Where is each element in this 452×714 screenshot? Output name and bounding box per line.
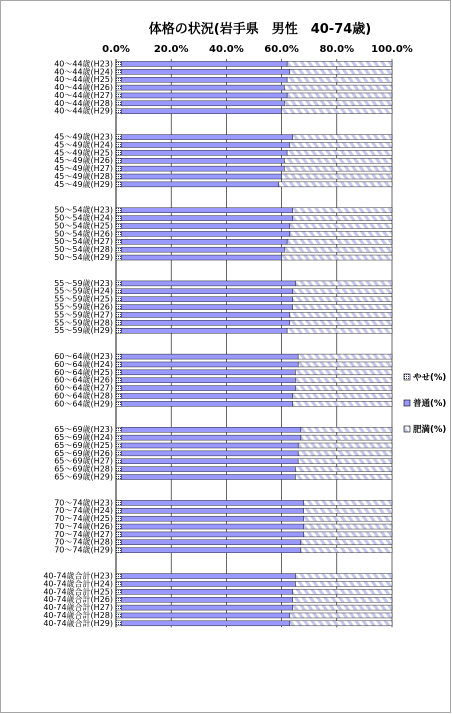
bar-segment-himan [298, 443, 392, 448]
bar-segment-futsu [122, 289, 293, 294]
bar-segment-yase [116, 621, 122, 626]
bar-segment-himan [293, 393, 392, 398]
bar-segment-yase [116, 320, 122, 325]
bar-segment-himan [282, 255, 392, 260]
bar-segment-yase [116, 135, 122, 140]
bar-segment-himan [287, 93, 392, 98]
bar-segment-yase [116, 378, 122, 383]
category-label: 70～74歳(H28) [54, 537, 113, 547]
category-label: 40-74歳合計(H29) [43, 618, 113, 628]
bar-segment-futsu [122, 524, 304, 529]
bar-segment-futsu [122, 621, 290, 626]
bar-segment-himan [298, 459, 392, 464]
bar-segment-yase [116, 247, 122, 252]
chart-bars [116, 61, 392, 625]
bar-segment-futsu [122, 516, 304, 521]
legend-label: やせ(%) [413, 373, 447, 383]
bar-segment-futsu [122, 61, 288, 66]
bar-segment-futsu [122, 427, 301, 432]
bar-segment-yase [116, 231, 122, 236]
bar-segment-himan [290, 69, 392, 74]
bar-segment-himan [293, 208, 392, 213]
bar-segment-himan [295, 378, 392, 383]
legend-label: 普通(%) [413, 399, 447, 409]
bar-segment-yase [116, 540, 122, 545]
x-tick-label: 20.0% [153, 44, 189, 55]
category-label: 40-74歳合計(H26) [43, 595, 113, 605]
bar-segment-futsu [122, 320, 290, 325]
category-label: 65～69歳(H26) [54, 448, 113, 458]
bar-segment-futsu [122, 208, 293, 213]
bar-segment-yase [116, 239, 122, 244]
bar-segment-himan [295, 386, 392, 391]
category-labels [43, 58, 113, 627]
bar-segment-yase [116, 166, 122, 171]
bar-segment-yase [116, 524, 122, 529]
bar-segment-yase [116, 467, 122, 472]
bar-segment-himan [287, 328, 392, 333]
bar-segment-futsu [122, 378, 296, 383]
bar-segment-futsu [122, 142, 290, 147]
bar-segment-futsu [122, 605, 293, 610]
bar-segment-himan [287, 61, 392, 66]
bar-segment-himan [282, 174, 392, 179]
bar-segment-yase [116, 532, 122, 537]
bar-segment-yase [116, 354, 122, 359]
bar-segment-futsu [122, 370, 296, 375]
bar-segment-yase [116, 305, 122, 310]
bar-segment-himan [293, 289, 392, 294]
bar-segment-himan [293, 135, 392, 140]
bar-segment-futsu [122, 532, 304, 537]
bar-segment-futsu [122, 393, 293, 398]
category-label: 45～49歳(H29) [54, 179, 113, 189]
bar-segment-himan [284, 85, 392, 90]
bar-segment-futsu [122, 247, 285, 252]
bar-segment-himan [293, 597, 392, 602]
bar-segment-futsu [122, 312, 290, 317]
category-label: 60～64歳(H27) [54, 383, 113, 393]
category-label: 50～54歳(H28) [54, 245, 113, 255]
bar-segment-yase [116, 216, 122, 221]
bar-segment-yase [116, 150, 122, 155]
bar-segment-yase [116, 435, 122, 440]
legend-swatch [404, 426, 410, 432]
bar-segment-futsu [122, 500, 304, 505]
category-label: 40～44歳(H26) [54, 83, 113, 93]
category-label: 55～59歳(H27) [54, 310, 113, 320]
category-label: 50～54歳(H24) [54, 213, 113, 223]
category-label: 40～44歳(H24) [54, 67, 113, 77]
bar-segment-himan [279, 182, 392, 187]
category-label: 45～49歳(H23) [54, 132, 113, 142]
bar-segment-yase [116, 85, 122, 90]
bar-segment-yase [116, 475, 122, 480]
bar-segment-himan [295, 581, 392, 586]
bar-segment-yase [116, 500, 122, 505]
category-label: 45～49歳(H27) [54, 164, 113, 174]
bar-segment-yase [116, 508, 122, 513]
bar-segment-himan [293, 305, 392, 310]
category-label: 50～54歳(H27) [54, 237, 113, 247]
bar-segment-futsu [122, 297, 293, 302]
category-label: 60～64歳(H28) [54, 391, 113, 401]
bar-segment-yase [116, 548, 122, 553]
category-label: 70～74歳(H24) [54, 506, 113, 516]
bar-segment-futsu [122, 158, 285, 163]
chart-title: 体格の状況(岩手県 男性 40-74歳) [148, 22, 372, 37]
bar-segment-futsu [122, 109, 282, 114]
bar-segment-yase [116, 182, 122, 187]
bar-segment-himan [290, 224, 392, 229]
category-label: 40-74歳合計(H28) [43, 610, 113, 620]
category-label: 65～69歳(H29) [54, 472, 113, 482]
bar-segment-yase [116, 605, 122, 610]
bar-segment-futsu [122, 239, 288, 244]
bar-segment-himan [287, 77, 392, 82]
bar-segment-himan [284, 101, 392, 106]
bar-segment-futsu [122, 166, 285, 171]
bar-segment-futsu [122, 443, 299, 448]
bar-segment-yase [116, 581, 122, 586]
bar-segment-himan [295, 574, 392, 579]
bar-segment-yase [116, 328, 122, 333]
bar-segment-himan [290, 312, 392, 317]
bar-segment-futsu [122, 386, 296, 391]
bar-segment-himan [301, 435, 392, 440]
bar-segment-himan [290, 613, 392, 618]
bar-segment-yase [116, 77, 122, 82]
legend-label: 肥満(%) [413, 425, 447, 435]
bar-segment-futsu [122, 362, 299, 367]
bar-segment-yase [116, 142, 122, 147]
x-tick-label: 60.0% [264, 44, 299, 55]
bar-segment-futsu [122, 597, 293, 602]
bar-segment-himan [284, 158, 392, 163]
category-label: 65～69歳(H24) [54, 433, 113, 443]
bar-segment-futsu [122, 85, 285, 90]
category-label: 55～59歳(H24) [54, 286, 113, 296]
bar-segment-futsu [122, 231, 290, 236]
bar-segment-yase [116, 312, 122, 317]
bar-segment-himan [301, 427, 392, 432]
bar-segment-himan [284, 247, 392, 252]
category-label: 50～54歳(H23) [54, 205, 113, 215]
bar-segment-yase [116, 255, 122, 260]
bar-segment-himan [304, 516, 392, 521]
bar-segment-yase [116, 297, 122, 302]
bar-segment-futsu [122, 467, 296, 472]
bar-segment-futsu [122, 589, 293, 594]
category-label: 50～54歳(H29) [54, 252, 113, 262]
bar-segment-himan [295, 467, 392, 472]
category-label: 65～69歳(H28) [54, 464, 113, 474]
bar-segment-futsu [122, 93, 288, 98]
bar-segment-himan [304, 508, 392, 513]
category-label: 60～64歳(H29) [54, 399, 113, 409]
category-label: 40-74歳合計(H25) [43, 587, 113, 597]
bar-segment-futsu [122, 459, 299, 464]
category-label: 45～49歳(H25) [54, 148, 113, 158]
bar-segment-yase [116, 289, 122, 294]
bar-segment-himan [293, 605, 392, 610]
category-label: 45～49歳(H24) [54, 140, 113, 150]
bar-segment-yase [116, 459, 122, 464]
category-label: 60～64歳(H26) [54, 375, 113, 385]
category-label: 65～69歳(H23) [54, 425, 113, 435]
bar-segment-himan [290, 320, 392, 325]
bar-segment-futsu [122, 401, 293, 406]
x-tick-label: 40.0% [209, 44, 244, 55]
bar-segment-futsu [122, 174, 282, 179]
category-label: 40～44歳(H25) [54, 75, 113, 85]
bar-segment-futsu [122, 574, 296, 579]
bar-segment-futsu [122, 328, 288, 333]
bar-segment-futsu [122, 182, 279, 187]
bar-segment-himan [304, 524, 392, 529]
bar-segment-yase [116, 101, 122, 106]
bar-segment-himan [287, 239, 392, 244]
category-label: 40～44歳(H23) [54, 59, 113, 69]
bar-segment-yase [116, 451, 122, 456]
category-label: 55～59歳(H29) [54, 326, 113, 336]
bar-segment-himan [298, 354, 392, 359]
bar-segment-futsu [122, 255, 282, 260]
bar-segment-himan [295, 475, 392, 480]
bar-segment-yase [116, 158, 122, 163]
category-label: 40-74歳合計(H27) [43, 603, 113, 613]
bar-segment-futsu [122, 135, 293, 140]
category-label: 40～44歳(H29) [54, 106, 113, 116]
bar-segment-himan [301, 540, 392, 545]
bar-segment-himan [304, 532, 392, 537]
bar-segment-futsu [122, 435, 301, 440]
bar-segment-himan [287, 150, 392, 155]
category-label: 70～74歳(H27) [54, 529, 113, 539]
category-label: 40-74歳合計(H23) [43, 571, 113, 581]
bar-segment-futsu [122, 150, 288, 155]
bar-segment-himan [290, 621, 392, 626]
bar-segment-yase [116, 589, 122, 594]
category-label: 40～44歳(H28) [54, 98, 113, 108]
bar-segment-yase [116, 93, 122, 98]
bar-segment-yase [116, 443, 122, 448]
bar-segment-futsu [122, 69, 290, 74]
legend-swatch [404, 400, 410, 406]
x-axis-ticks [102, 44, 413, 55]
bar-segment-futsu [122, 77, 288, 82]
bar-segment-futsu [122, 305, 293, 310]
category-label: 55～59歳(H28) [54, 318, 113, 328]
category-label: 45～49歳(H26) [54, 156, 113, 166]
bar-segment-yase [116, 109, 122, 114]
x-tick-label: 0.0% [102, 44, 130, 55]
bar-segment-himan [293, 216, 392, 221]
category-label: 70～74歳(H29) [54, 545, 113, 555]
bar-segment-yase [116, 393, 122, 398]
bar-segment-futsu [122, 581, 296, 586]
bar-segment-futsu [122, 613, 290, 618]
bar-segment-futsu [122, 540, 301, 545]
category-label: 70～74歳(H26) [54, 521, 113, 531]
legend [404, 373, 446, 435]
x-tick-label: 100.0% [371, 44, 413, 55]
bar-segment-yase [116, 69, 122, 74]
category-label: 65～69歳(H27) [54, 456, 113, 466]
bar-segment-futsu [122, 281, 296, 286]
bar-segment-futsu [122, 451, 299, 456]
bar-segment-yase [116, 597, 122, 602]
bar-segment-yase [116, 386, 122, 391]
bar-segment-yase [116, 574, 122, 579]
bar-segment-yase [116, 516, 122, 521]
bar-segment-himan [293, 297, 392, 302]
bar-segment-yase [116, 224, 122, 229]
bar-segment-yase [116, 427, 122, 432]
bar-segment-himan [290, 231, 392, 236]
bar-segment-himan [293, 401, 392, 406]
category-label: 60～64歳(H23) [54, 352, 113, 362]
category-label: 45～49歳(H28) [54, 171, 113, 181]
bar-segment-futsu [122, 475, 296, 480]
bar-segment-futsu [122, 354, 299, 359]
category-label: 70～74歳(H25) [54, 514, 113, 524]
bar-segment-futsu [122, 548, 301, 553]
bar-segment-himan [290, 142, 392, 147]
bar-segment-yase [116, 613, 122, 618]
bar-segment-yase [116, 281, 122, 286]
bar-segment-himan [295, 281, 392, 286]
category-label: 40-74歳合計(H24) [43, 579, 113, 589]
bar-segment-himan [301, 548, 392, 553]
x-tick-label: 80.0% [319, 44, 355, 55]
category-label: 50～54歳(H25) [54, 221, 113, 231]
bar-segment-himan [298, 451, 392, 456]
bar-segment-yase [116, 61, 122, 66]
bar-segment-futsu [122, 216, 293, 221]
category-label: 50～54歳(H26) [54, 229, 113, 239]
legend-swatch [404, 374, 410, 380]
bar-segment-yase [116, 208, 122, 213]
category-label: 65～69歳(H25) [54, 440, 113, 450]
bar-segment-yase [116, 362, 122, 367]
bar-segment-yase [116, 370, 122, 375]
bar-segment-himan [304, 500, 392, 505]
bar-segment-futsu [122, 508, 304, 513]
category-label: 60～64歳(H24) [54, 359, 113, 369]
bar-segment-yase [116, 401, 122, 406]
category-label: 55～59歳(H23) [54, 278, 113, 288]
bar-segment-yase [116, 174, 122, 179]
bar-segment-himan [298, 362, 392, 367]
category-label: 70～74歳(H23) [54, 498, 113, 508]
category-label: 40～44歳(H27) [54, 90, 113, 100]
bar-segment-himan [282, 109, 392, 114]
category-label: 55～59歳(H26) [54, 302, 113, 312]
bar-segment-himan [293, 589, 392, 594]
bar-segment-futsu [122, 101, 285, 106]
bar-segment-himan [284, 166, 392, 171]
category-label: 60～64歳(H25) [54, 367, 113, 377]
bar-segment-futsu [122, 224, 290, 229]
category-label: 55～59歳(H25) [54, 294, 113, 304]
bar-segment-himan [295, 370, 392, 375]
